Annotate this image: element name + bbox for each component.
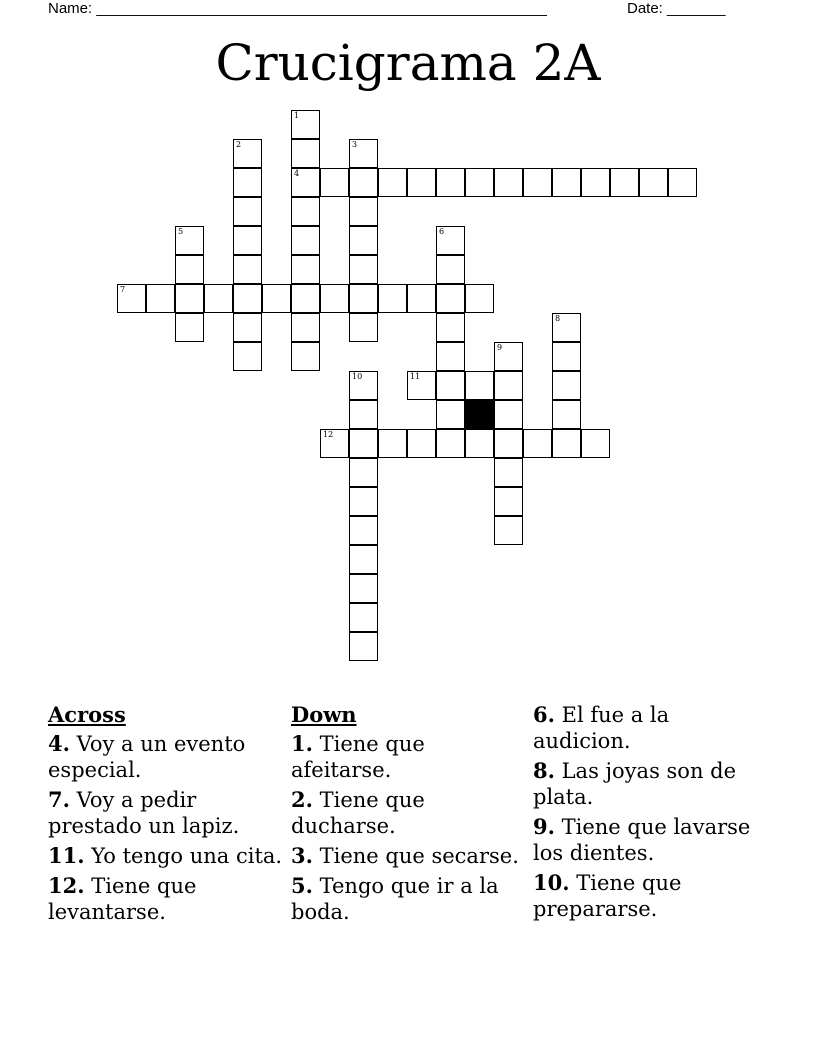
- across-heading: Across: [48, 702, 126, 727]
- grid-cell[interactable]: [233, 284, 262, 313]
- grid-cell[interactable]: [349, 255, 378, 284]
- grid-cell[interactable]: [320, 284, 349, 313]
- grid-cell[interactable]: [233, 226, 262, 255]
- grid-cell[interactable]: [233, 342, 262, 371]
- grid-cell[interactable]: [320, 429, 349, 458]
- clue-text: Las joyas son de plata.: [533, 759, 737, 809]
- clue-number: 10.: [533, 870, 570, 895]
- grid-cell[interactable]: [407, 284, 436, 313]
- grid-cell[interactable]: [349, 632, 378, 661]
- grid-cell[interactable]: [349, 197, 378, 226]
- grid-cell[interactable]: [291, 284, 320, 313]
- grid-cell[interactable]: [175, 284, 204, 313]
- grid-cell[interactable]: [436, 226, 465, 255]
- clue-down-9: [533, 814, 773, 866]
- page-title: Crucigrama 2A: [215, 34, 601, 92]
- grid-cell[interactable]: [291, 313, 320, 342]
- grid-cell[interactable]: [175, 255, 204, 284]
- grid-cell[interactable]: [349, 603, 378, 632]
- grid-cell[interactable]: [494, 458, 523, 487]
- grid-cell[interactable]: [494, 516, 523, 545]
- grid-cell[interactable]: [407, 429, 436, 458]
- grid-cell[interactable]: [407, 371, 436, 400]
- grid-cell[interactable]: [465, 429, 494, 458]
- grid-cell[interactable]: [349, 284, 378, 313]
- clue-text: Tiene que prepararse.: [533, 871, 682, 921]
- grid-cell[interactable]: [291, 226, 320, 255]
- clue-down-10: [533, 870, 773, 922]
- clues-column-across: [48, 702, 283, 929]
- grid-cell[interactable]: [552, 168, 581, 197]
- clue-number: 4.: [48, 731, 70, 756]
- clue-number: 5.: [291, 873, 313, 898]
- name-field-label: Name: ______________________________________________________: [48, 0, 547, 17]
- clue-text: Tengo que ir a la boda.: [291, 874, 499, 924]
- grid-cell[interactable]: [204, 284, 233, 313]
- grid-cell[interactable]: [175, 226, 204, 255]
- cell-number: 8: [555, 314, 561, 323]
- grid-cell[interactable]: [291, 168, 320, 197]
- clue-number: 6.: [533, 702, 555, 727]
- grid-block-cell: [465, 400, 494, 429]
- grid-cell[interactable]: [233, 168, 262, 197]
- grid-cell[interactable]: [494, 487, 523, 516]
- grid-cell[interactable]: [349, 545, 378, 574]
- clue-down-3: [291, 843, 526, 869]
- clues-column-down-continued: [533, 702, 773, 926]
- grid-cell[interactable]: [639, 168, 668, 197]
- grid-cell[interactable]: [262, 284, 291, 313]
- clue-number: 12.: [48, 873, 85, 898]
- grid-cell[interactable]: [552, 371, 581, 400]
- grid-cell[interactable]: [291, 110, 320, 139]
- grid-cell[interactable]: [349, 226, 378, 255]
- grid-cell[interactable]: [378, 429, 407, 458]
- grid-cell[interactable]: [233, 139, 262, 168]
- grid-cell[interactable]: [436, 255, 465, 284]
- grid-cell[interactable]: [291, 255, 320, 284]
- clue-down-6: [533, 702, 773, 754]
- grid-cell[interactable]: [436, 168, 465, 197]
- clues-column-down: [291, 702, 526, 929]
- clue-down-2: [291, 787, 526, 839]
- cell-number: 11: [410, 372, 421, 381]
- grid-cell[interactable]: [175, 313, 204, 342]
- grid-cell[interactable]: [291, 342, 320, 371]
- cell-number: 1: [294, 111, 300, 120]
- clue-across-12: [48, 873, 283, 925]
- clue-number: 2.: [291, 787, 313, 812]
- grid-cell[interactable]: [436, 313, 465, 342]
- grid-cell[interactable]: [552, 429, 581, 458]
- cell-number: 12: [323, 430, 334, 439]
- clue-across-11: [48, 843, 283, 869]
- cell-number: 3: [352, 140, 358, 149]
- grid-cell[interactable]: [349, 400, 378, 429]
- grid-cell[interactable]: [349, 139, 378, 168]
- down-heading: Down: [291, 702, 357, 727]
- clue-text: El fue a la audicion.: [533, 703, 670, 753]
- grid-cell[interactable]: [494, 429, 523, 458]
- clue-text: Tiene que ducharse.: [291, 788, 425, 838]
- grid-cell[interactable]: [349, 313, 378, 342]
- clue-number: 11.: [48, 843, 85, 868]
- grid-cell[interactable]: [320, 168, 349, 197]
- clue-text: Tiene que secarse.: [312, 844, 519, 868]
- clue-down-1: [291, 731, 526, 783]
- grid-cell[interactable]: [610, 168, 639, 197]
- grid-cell[interactable]: [349, 168, 378, 197]
- grid-cell[interactable]: [146, 284, 175, 313]
- cell-number: 4: [294, 169, 300, 178]
- clue-across-4: [48, 731, 283, 783]
- grid-cell[interactable]: [349, 371, 378, 400]
- clue-number: 1.: [291, 731, 313, 756]
- cell-number: 5: [178, 227, 184, 236]
- grid-cell[interactable]: [349, 516, 378, 545]
- grid-cell[interactable]: [552, 342, 581, 371]
- clue-number: 9.: [533, 814, 555, 839]
- grid-cell[interactable]: [494, 342, 523, 371]
- grid-cell[interactable]: [552, 400, 581, 429]
- grid-cell[interactable]: [465, 371, 494, 400]
- grid-cell[interactable]: [349, 458, 378, 487]
- grid-cell[interactable]: [581, 168, 610, 197]
- grid-cell[interactable]: [436, 284, 465, 313]
- clue-number: 3.: [291, 843, 313, 868]
- grid-cell[interactable]: [668, 168, 697, 197]
- grid-cell[interactable]: [436, 400, 465, 429]
- date-field-label: Date: _______: [627, 0, 726, 17]
- clue-down-8: [533, 758, 773, 810]
- clue-text: Tiene que lavarse los dientes.: [533, 815, 751, 865]
- grid-cell[interactable]: [407, 168, 436, 197]
- clue-text: Yo tengo una cita.: [84, 844, 283, 868]
- clue-down-5: [291, 873, 526, 925]
- grid-cell[interactable]: [291, 139, 320, 168]
- cell-number: 9: [497, 343, 503, 352]
- grid-cell[interactable]: [494, 400, 523, 429]
- grid-cell[interactable]: [465, 168, 494, 197]
- clue-number: 8.: [533, 758, 555, 783]
- grid-cell[interactable]: [552, 313, 581, 342]
- clue-text: Voy a un evento especial.: [48, 732, 246, 782]
- grid-cell[interactable]: [378, 284, 407, 313]
- grid-cell[interactable]: [378, 168, 407, 197]
- grid-cell[interactable]: [349, 574, 378, 603]
- grid-cell[interactable]: [523, 429, 552, 458]
- grid-cell[interactable]: [465, 284, 494, 313]
- clue-text: Voy a pedir prestado un lapiz.: [48, 788, 240, 838]
- grid-cell[interactable]: [494, 371, 523, 400]
- clue-text: Tiene que levantarse.: [48, 874, 197, 924]
- grid-cell[interactable]: [436, 371, 465, 400]
- grid-cell[interactable]: [233, 313, 262, 342]
- cell-number: 10: [352, 372, 363, 381]
- grid-cell[interactable]: [291, 197, 320, 226]
- grid-cell[interactable]: [233, 255, 262, 284]
- grid-cell[interactable]: [349, 429, 378, 458]
- grid-cell[interactable]: [117, 284, 146, 313]
- grid-cell[interactable]: [349, 487, 378, 516]
- clue-text: Tiene que afeitarse.: [291, 732, 425, 782]
- clue-number: 7.: [48, 787, 70, 812]
- cell-number: 2: [236, 140, 242, 149]
- grid-cell[interactable]: [436, 429, 465, 458]
- grid-cell[interactable]: [523, 168, 552, 197]
- grid-cell[interactable]: [581, 429, 610, 458]
- grid-cell[interactable]: [494, 168, 523, 197]
- clue-across-7: [48, 787, 283, 839]
- grid-cell[interactable]: [436, 342, 465, 371]
- grid-cell[interactable]: [233, 197, 262, 226]
- cell-number: 6: [439, 227, 445, 236]
- cell-number: 7: [120, 285, 126, 294]
